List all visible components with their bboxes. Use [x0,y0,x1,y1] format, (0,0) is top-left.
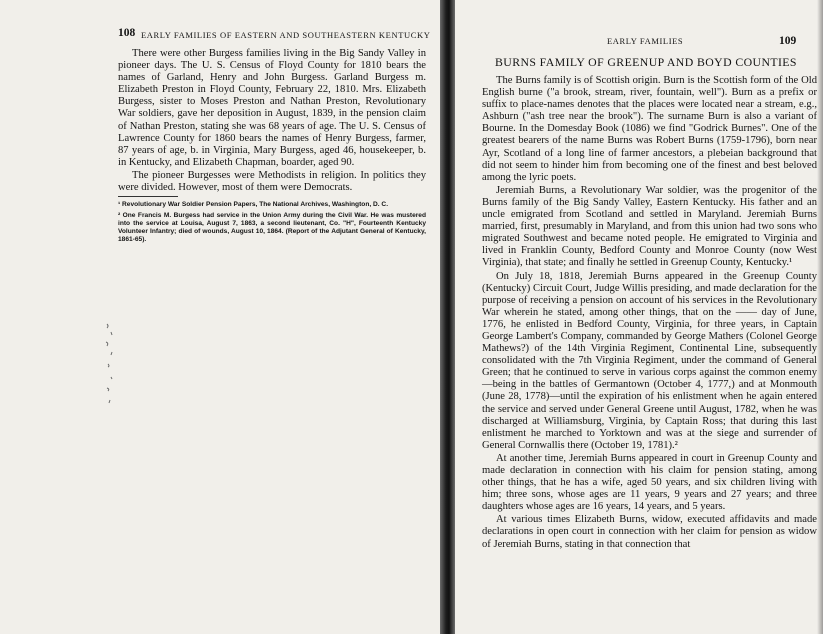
right-page [455,0,823,634]
footnotes [118,201,426,244]
footnote-rule [118,196,178,197]
footnote: ² One Francis M. Burgess had service in the Union Army during the Civil War. He was mustered into the service at Louisa, August 7, 1863, a second lieutenant, Co. "H", Fourteenth Kentucky Volunteer Infantry; died of wounds, August 10, 1864. (Report of the Adjutant General of Kentucky, 1861-65). [118,212,426,243]
running-head: EARLY FAMILIES [607,36,684,46]
paragraph: At another time, Jeremiah Burns appeared in court in Greenup County and made declaration in connection with his claim for pension stating, among other things, that he has a wife, aged 50 years, and six children living with him; three sons, whose ages are 11 years, 9 years and 27 years; and three daughters whose ages are 16 years, 14 years, and 5 years. [482,452,817,513]
paragraph: The Burns family is of Scottish origin. Burn is the Scottish form of the Old English burne ("a brook, stream, river, fountain, well"). Burn as a prefix or suffix to place-names denotes that the places were located near a stream, e.g., Ashburn ("ash tree near the brook"). The surname Burn is also a variant of Bourne. In the Domesday Book (1086) we find "Godrick Burnes". One of the greatest bearers of the name Burns was Robert Burns (1759-1796), born near Ayr, Scotland of a long line of farmer ancestors, a plebeian background that did not seem to hinder him from becoming one of the finest and best beloved among the lyric poets. [482,75,817,183]
body-text [118,48,426,194]
margin-marks [103,322,117,412]
body-text [482,75,817,551]
paragraph: Jeremiah Burns, a Revolutionary War soldier, was the progenitor of the Burns family of the Big Sandy Valley, Eastern Kentucky. His father and an uncle emigrated from Scotland and settled in Maryland. Jeremiah Burns married, first, presumably in Maryland, and from this union had two sons who migrated Southwest and became noted people. He emigrated to Virginia and lived in Franklin County, Bedford County and Monroe County (now West Virginia), that state; and finally he settled in Greenup County, Kentucky.¹ [482,184,817,269]
footnote: ¹ Revolutionary War Soldier Pension Papers, The National Archives, Washington, D. C. [118,201,389,208]
page-edge-shadow [817,0,823,634]
chapter-title: BURNS FAMILY OF GREENUP AND BOYD COUNTIES [495,55,797,69]
paragraph: On July 18, 1818, Jeremiah Burns appeared in the Greenup County (Kentucky) Circuit Court, Judge Willis presiding, and made declaration for the purpose of receiving a pension on account of his services in the Revolutionary War wherein he stated, among other things, that on the —— day of June, 1776, he enlisted in Bedford County, Virginia, for three years, in Captain George Lambert's Company, commanded by George Mathers (Colonel George Mathews?) of the 14th Virginia Regiment, Continental Line, subsequently consolidated with the 7th Virginia Regiment, under the command of General Green; that he continued to serve in various corps against the common enemy—being in the battles of Germantown (October 4, 1777,) and at Monmouth (June 28, 1778)—until the expiration of his enlistment when he again entered the service and served under General Greene until August, 1782, when he was discharged at Williamsburg, Virginia, by Captain Ross; that during this last enlistment he marched to Yorktown and was at the siege and surrender of General Cornwallis there (October 19, 1781).² [482,270,817,451]
paragraph: At various times Elizabeth Burns, widow, executed affidavits and made declarations in open court in connection with her claim for pension as widow of Jeremiah Burns, stating in that connection that [482,514,817,550]
paragraph: The pioneer Burgesses were Methodists in religion. In politics they were divided. However, most of them were Democrats. [118,169,426,194]
paragraph: There were other Burgess families living in the Big Sandy Valley in pioneer days. The U. S. Census of Floyd County for 1810 bears the names of Garland, Henry and John Burgess. Garland Burgess m. Elizabeth Preston in Floyd County, February 22, 1810. Mrs. Elizabeth Burgess, sister to Moses Preston and Nathan Preston, Revolutionary War soldiers, gave her deposition in August, 1839, in the pension claim of Nathan Preston, stating she was 68 years of age. The U. S. Census of Lawrence County for 1860 bears the names of Henry Burgess, farmer, 87 years of age, b. in Virginia, Mary Burgess, aged 46, housekeeper, b. in Kentucky, and Elizabeth Chapman, boarder, aged 90. [118,48,426,168]
page-number: 108 [118,27,136,39]
running-head: EARLY FAMILIES OF EASTERN AND SOUTHEASTERN KENTUCKY [141,30,431,40]
book-gutter [440,0,455,634]
page-number: 109 [779,35,797,47]
